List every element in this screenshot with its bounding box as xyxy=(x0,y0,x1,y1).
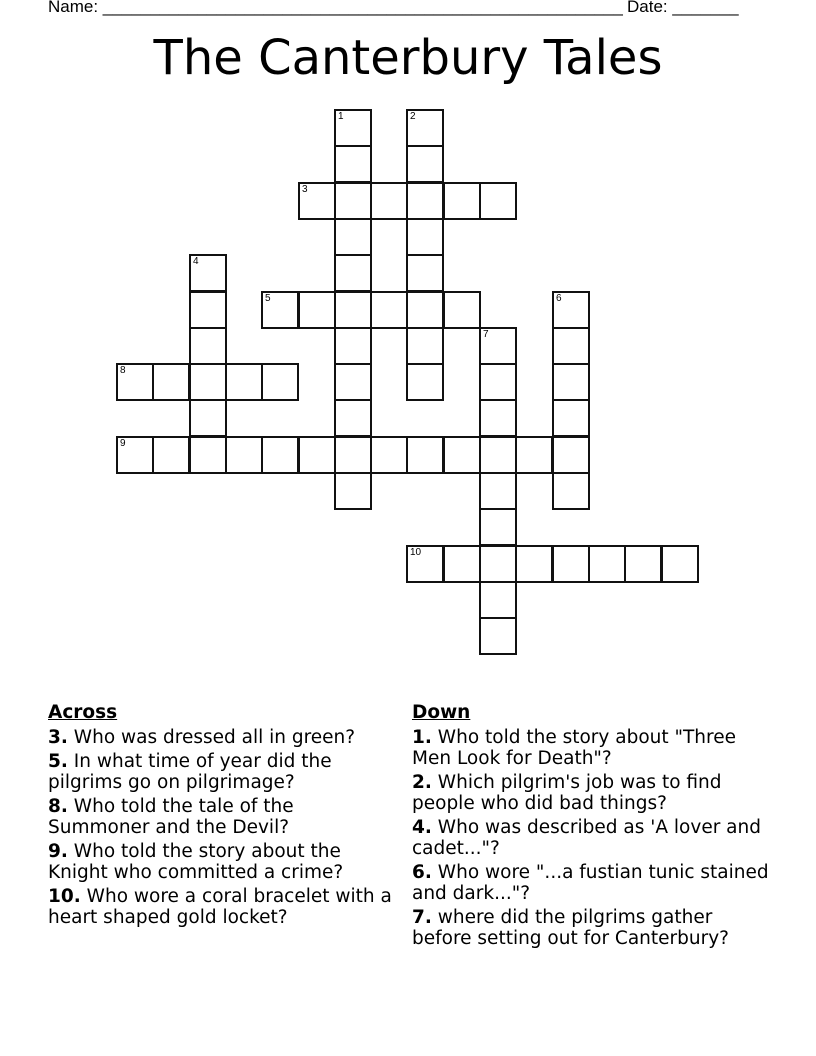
cell-number: 6 xyxy=(556,293,562,304)
grid-cell[interactable] xyxy=(189,436,227,474)
cell-number: 7 xyxy=(483,329,489,340)
cell-number: 9 xyxy=(120,438,126,449)
grid-cell[interactable] xyxy=(624,545,662,583)
clue-text: Who wore "...a fustian tunic stained and dark..."? xyxy=(412,862,769,904)
grid-cell[interactable] xyxy=(370,182,408,220)
cell-number: 5 xyxy=(265,293,271,304)
clue-number: 5. xyxy=(48,751,68,772)
grid-cell[interactable] xyxy=(588,545,626,583)
cell-number: 8 xyxy=(120,365,126,376)
across-clue xyxy=(48,886,393,928)
clue-number: 8. xyxy=(48,796,68,817)
clue-number: 9. xyxy=(48,841,68,862)
grid-cell[interactable] xyxy=(334,182,372,220)
grid-cell[interactable] xyxy=(189,254,227,292)
clue-number: 10. xyxy=(48,886,81,907)
grid-cell[interactable] xyxy=(334,436,372,474)
grid-cell[interactable] xyxy=(443,291,481,329)
down-clue xyxy=(412,862,772,904)
grid-cell[interactable] xyxy=(406,254,444,292)
grid-cell[interactable] xyxy=(406,436,444,474)
date-field[interactable]: Date: _______ xyxy=(627,0,739,16)
grid-cell[interactable] xyxy=(298,182,336,220)
grid-cell[interactable] xyxy=(443,182,481,220)
grid-cell[interactable] xyxy=(479,436,517,474)
across-clues xyxy=(48,702,393,931)
across-clue xyxy=(48,727,393,748)
down-clue xyxy=(412,772,772,814)
grid-cell[interactable] xyxy=(406,291,444,329)
grid-cell[interactable] xyxy=(189,327,227,365)
grid-cell[interactable] xyxy=(334,109,372,147)
grid-cell[interactable] xyxy=(406,109,444,147)
grid-cell[interactable] xyxy=(479,399,517,437)
clue-text: Who wore a coral bracelet with a heart shaped gold locket? xyxy=(48,886,392,928)
grid-cell[interactable] xyxy=(479,581,517,619)
cell-number: 1 xyxy=(338,111,344,122)
grid-cell[interactable] xyxy=(334,218,372,256)
clue-text: In what time of year did the pilgrims go on pilgrimage? xyxy=(48,751,332,793)
across-clue xyxy=(48,796,393,838)
grid-cell[interactable] xyxy=(479,617,517,655)
clue-number: 1. xyxy=(412,727,432,748)
clue-text: Who told the story about the Knight who committed a crime? xyxy=(48,841,344,883)
across-heading: Across xyxy=(48,702,118,723)
grid-cell[interactable] xyxy=(334,145,372,183)
clue-number: 4. xyxy=(412,817,432,838)
down-clue xyxy=(412,907,772,949)
cell-number: 10 xyxy=(410,547,422,558)
clue-text: Who was dressed all in green? xyxy=(73,727,356,748)
grid-cell[interactable] xyxy=(189,291,227,329)
grid-cell[interactable] xyxy=(552,399,590,437)
clue-text: Who told the story about "Three Men Look for Death"? xyxy=(412,727,736,769)
grid-cell[interactable] xyxy=(116,436,154,474)
grid-cell[interactable] xyxy=(189,399,227,437)
grid-cell[interactable] xyxy=(298,436,336,474)
grid-cell[interactable] xyxy=(334,254,372,292)
grid-cell[interactable] xyxy=(225,363,263,401)
grid-cell[interactable] xyxy=(261,363,299,401)
grid-cell[interactable] xyxy=(370,291,408,329)
grid-cell[interactable] xyxy=(479,545,517,583)
grid-cell[interactable] xyxy=(479,472,517,510)
grid-cell[interactable] xyxy=(479,327,517,365)
grid-cell[interactable] xyxy=(661,545,699,583)
grid-cell[interactable] xyxy=(406,145,444,183)
grid-cell[interactable] xyxy=(261,436,299,474)
grid-cell[interactable] xyxy=(479,182,517,220)
grid-cell[interactable] xyxy=(479,363,517,401)
grid-cell[interactable] xyxy=(370,436,408,474)
grid-cell[interactable] xyxy=(334,363,372,401)
grid-cell[interactable] xyxy=(406,218,444,256)
cell-number: 2 xyxy=(410,111,416,122)
cell-number: 4 xyxy=(193,256,199,267)
name-field[interactable]: Name: _______________________________________________________ xyxy=(48,0,623,16)
grid-cell[interactable] xyxy=(552,545,590,583)
grid-cell[interactable] xyxy=(334,291,372,329)
grid-cell[interactable] xyxy=(443,545,481,583)
grid-cell[interactable] xyxy=(406,545,444,583)
cell-number: 3 xyxy=(302,184,308,195)
grid-cell[interactable] xyxy=(334,399,372,437)
page-title: The Canterbury Tales xyxy=(153,30,663,86)
grid-cell[interactable] xyxy=(334,327,372,365)
clue-text: Who was described as 'A lover and cadet..."? xyxy=(412,817,761,859)
clue-text: where did the pilgrims gather before setting out for Canterbury? xyxy=(412,907,729,949)
grid-cell[interactable] xyxy=(515,436,553,474)
grid-cell[interactable] xyxy=(406,182,444,220)
down-clues xyxy=(412,702,772,952)
clue-text: Who told the tale of the Summoner and the Devil? xyxy=(48,796,294,838)
grid-cell[interactable] xyxy=(261,291,299,329)
grid-cell[interactable] xyxy=(116,363,154,401)
down-heading: Down xyxy=(412,702,471,723)
grid-cell[interactable] xyxy=(152,436,190,474)
grid-cell[interactable] xyxy=(298,291,336,329)
grid-cell[interactable] xyxy=(189,363,227,401)
grid-cell[interactable] xyxy=(443,436,481,474)
clue-number: 2. xyxy=(412,772,432,793)
grid-cell[interactable] xyxy=(479,508,517,546)
grid-cell[interactable] xyxy=(406,327,444,365)
clue-number: 7. xyxy=(412,907,432,928)
grid-cell[interactable] xyxy=(552,327,590,365)
grid-cell[interactable] xyxy=(552,363,590,401)
down-clue xyxy=(412,727,772,769)
grid-cell[interactable] xyxy=(552,291,590,329)
grid-cell[interactable] xyxy=(225,436,263,474)
down-clue xyxy=(412,817,772,859)
grid-cell[interactable] xyxy=(152,363,190,401)
grid-cell[interactable] xyxy=(552,472,590,510)
clue-number: 3. xyxy=(48,727,68,748)
grid-cell[interactable] xyxy=(515,545,553,583)
grid-cell[interactable] xyxy=(334,472,372,510)
grid-cell[interactable] xyxy=(552,436,590,474)
across-clue xyxy=(48,751,393,793)
clue-number: 6. xyxy=(412,862,432,883)
grid-cell[interactable] xyxy=(406,363,444,401)
clue-text: Which pilgrim's job was to find people who did bad things? xyxy=(412,772,722,814)
across-clue xyxy=(48,841,393,883)
